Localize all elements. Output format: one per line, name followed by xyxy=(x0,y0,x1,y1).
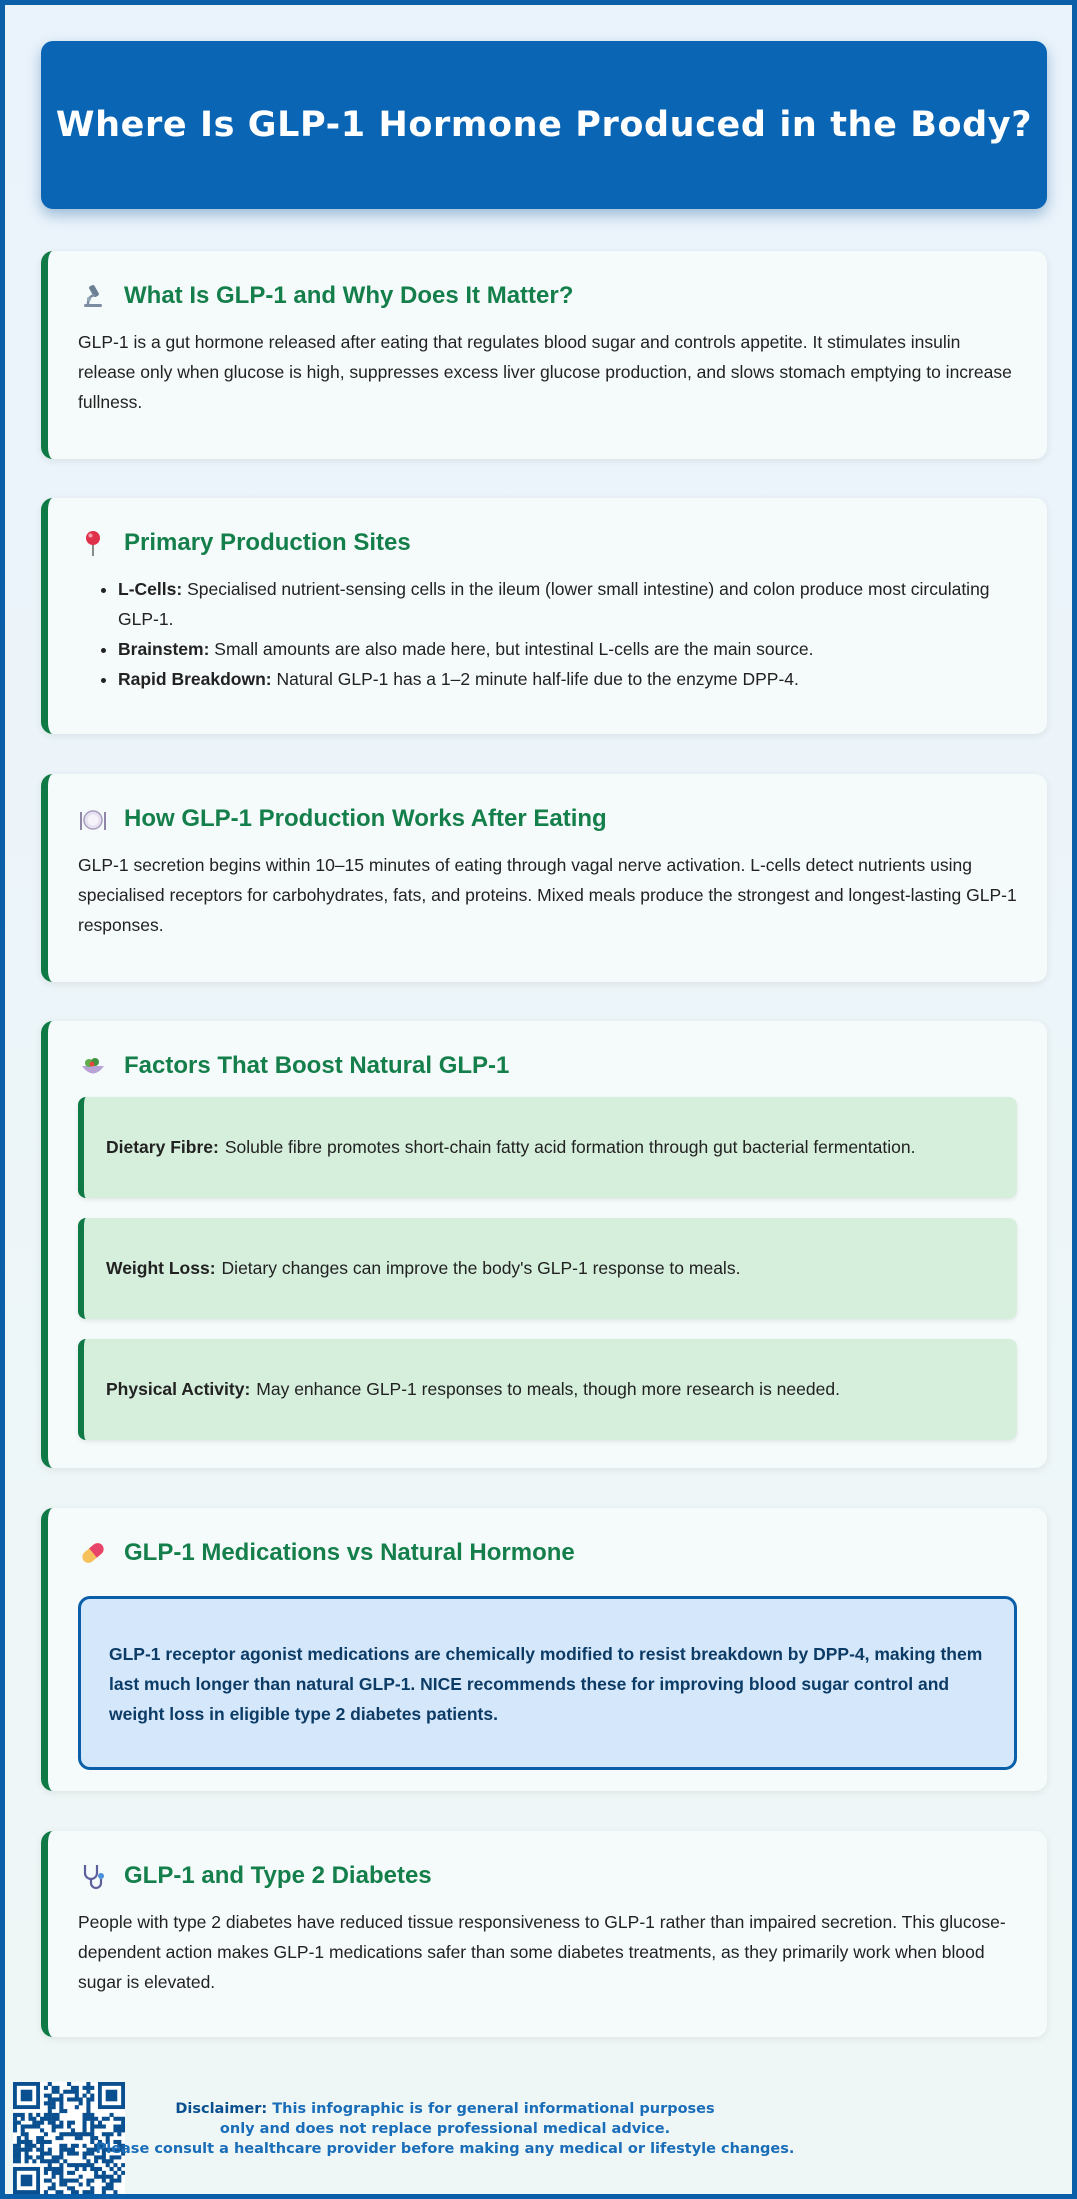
factor-card xyxy=(78,1097,1017,1198)
factor-label: Physical Activity: xyxy=(106,1379,251,1399)
plate-cutlery-icon xyxy=(78,804,108,834)
item-text: Natural GLP-1 has a 1–2 minute half-life due to the enzyme DPP-4. xyxy=(276,669,799,689)
section-heading xyxy=(78,798,1017,840)
section-heading xyxy=(78,1532,1017,1574)
section-body: GLP-1 secretion begins within 10–15 minutes of eating through vagal nerve activation. L-cells detect nutrients using specialised receptors for carbohydrates, fats, and proteins. Mixed meals produce the strongest and longest-lasting GLP-1 responses. xyxy=(78,855,1017,935)
page-title: Where Is GLP-1 Hormone Produced in the Body? xyxy=(55,105,1033,145)
section-how-production-works xyxy=(41,774,1047,982)
section-body: GLP-1 is a gut hormone released after eating that regulates blood sugar and controls appetite. It stimulates insulin release only when glucose is high, suppresses excess liver glucose production, and slows stomach emptying to increase fullness. xyxy=(78,332,1012,412)
section-type2-diabetes xyxy=(41,1831,1047,2037)
medication-highlight-box: GLP-1 receptor agonist medications are chemically modified to resist breakdown by DPP-4, making them last much longer than natural GLP-1. NICE recommends these for improving blood sugar control and weight loss in eligible type 2 diabetes patients. xyxy=(78,1596,1017,1770)
pushpin-icon xyxy=(78,528,108,558)
header-banner xyxy=(41,41,1047,209)
item-label: Rapid Breakdown: xyxy=(118,669,272,689)
factor-card xyxy=(78,1339,1017,1440)
disclaimer-text xyxy=(95,2099,795,2159)
factor-text: Dietary changes can improve the body's GLP-1 response to meals. xyxy=(221,1258,741,1278)
disclaimer-line-2: only and does not replace professional medical advice. xyxy=(219,2121,671,2137)
factor-label: Weight Loss: xyxy=(106,1258,216,1278)
section-heading xyxy=(78,275,1017,317)
list-item xyxy=(118,634,1017,664)
qr-code-image xyxy=(13,2082,125,2194)
factor-card xyxy=(78,1218,1017,1319)
section-heading xyxy=(78,1855,1017,1897)
microscope-icon xyxy=(78,281,108,311)
section-medications xyxy=(41,1508,1047,1791)
item-text: Specialised nutrient-sensing cells in the ileum (lower small intestine) and colon produce most circulating GLP-1. xyxy=(118,579,990,629)
section-boost-factors xyxy=(41,1021,1047,1468)
section-production-sites xyxy=(41,498,1047,734)
disclaimer-line-3: Please consult a healthcare provider before making any medical or lifestyle changes. xyxy=(95,2141,795,2157)
factor-text: May enhance GLP-1 responses to meals, though more research is needed. xyxy=(256,1379,840,1399)
section-heading xyxy=(78,522,1017,564)
footer xyxy=(5,2075,1077,2199)
disclaimer-line-1: This infographic is for general informational purposes xyxy=(272,2101,715,2117)
factor-label: Dietary Fibre: xyxy=(106,1137,219,1157)
factor-text: Soluble fibre promotes short-chain fatty acid formation through gut bacterial fermentation. xyxy=(224,1137,916,1157)
section-title: Primary Production Sites xyxy=(124,529,411,556)
list-item xyxy=(118,574,1017,634)
item-label: Brainstem: xyxy=(118,639,210,659)
section-title: GLP-1 and Type 2 Diabetes xyxy=(124,1862,432,1889)
section-title: How GLP-1 Production Works After Eating xyxy=(124,805,607,832)
section-title: What Is GLP-1 and Why Does It Matter? xyxy=(124,282,574,309)
salad-icon xyxy=(78,1051,108,1081)
stethoscope-icon xyxy=(78,1861,108,1891)
production-sites-list xyxy=(78,574,1017,694)
pill-icon xyxy=(78,1538,108,1568)
section-title: Factors That Boost Natural GLP-1 xyxy=(124,1052,510,1079)
section-heading xyxy=(78,1045,1017,1087)
disclaimer-label: Disclaimer: xyxy=(175,2101,268,2117)
section-body: People with type 2 diabetes have reduced tissue responsiveness to GLP-1 rather than impaired secretion. This glucose-dependent action makes GLP-1 medications safer than some diabetes treatments, as they primarily work when blood sugar is elevated. xyxy=(78,1912,1006,1992)
item-label: L-Cells: xyxy=(118,579,183,599)
section-what-is-glp1 xyxy=(41,251,1047,459)
item-text: Small amounts are also made here, but intestinal L-cells are the main source. xyxy=(214,639,814,659)
section-title: GLP-1 Medications vs Natural Hormone xyxy=(124,1539,575,1566)
list-item xyxy=(118,664,1017,694)
